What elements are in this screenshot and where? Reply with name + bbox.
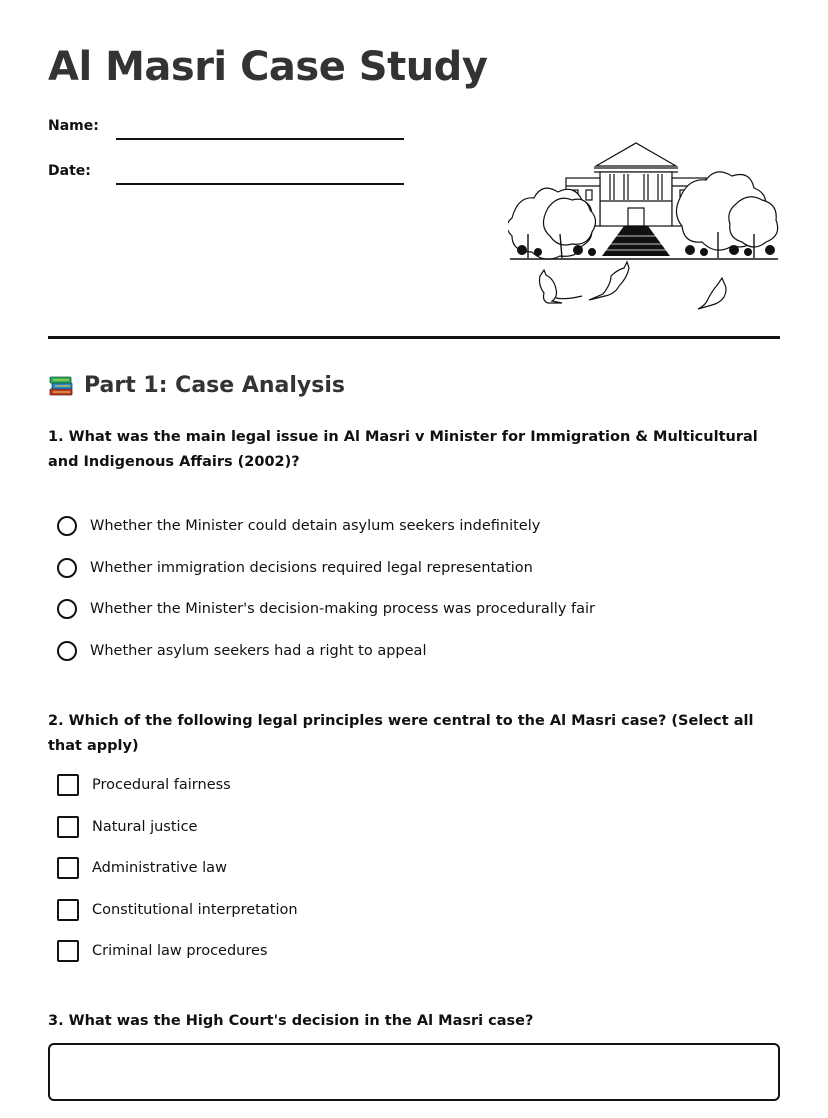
q2-option[interactable] — [57, 774, 231, 796]
radio-button[interactable] — [57, 558, 77, 578]
q2-option-label: Procedural fairness — [92, 777, 231, 793]
radio-button[interactable] — [57, 599, 77, 619]
question-1: 1. What was the main legal issue in Al Masri v Minister for Immigration & Multicultural and Indigenous Affairs (2002)? — [48, 429, 758, 470]
q2-option[interactable] — [57, 857, 227, 879]
q1-option[interactable] — [57, 516, 540, 536]
page-title: Al Masri Case Study — [48, 44, 488, 90]
books-icon — [48, 372, 74, 398]
name-field[interactable] — [116, 138, 404, 140]
q1-option-label: Whether the Minister could detain asylum seekers indefinitely — [90, 518, 541, 534]
part-1-heading-text: Part 1: Case Analysis — [84, 372, 345, 398]
q2-option-label: Administrative law — [92, 860, 227, 876]
name-label: Name: — [48, 118, 99, 134]
q1-option[interactable] — [57, 558, 533, 578]
q1-option[interactable] — [57, 641, 426, 661]
checkbox[interactable] — [57, 857, 79, 879]
radio-button[interactable] — [57, 516, 77, 536]
courthouse-illustration — [508, 138, 780, 310]
q2-option[interactable] — [57, 940, 268, 962]
q1-option[interactable] — [57, 599, 595, 619]
checkbox[interactable] — [57, 899, 79, 921]
checkbox[interactable] — [57, 774, 79, 796]
checkbox[interactable] — [57, 940, 79, 962]
q2-option[interactable] — [57, 899, 298, 921]
q2-option-label: Criminal law procedures — [92, 943, 268, 959]
q1-option-label: Whether the Minister's decision-making process was procedurally fair — [90, 601, 596, 617]
question-2: 2. Which of the following legal principles were central to the Al Masri case? (Select all that apply) — [48, 713, 754, 754]
radio-button[interactable] — [57, 641, 77, 661]
q2-option-label: Natural justice — [92, 819, 198, 835]
q1-option-label: Whether asylum seekers had a right to appeal — [90, 643, 427, 659]
date-label: Date: — [48, 163, 91, 179]
date-field[interactable] — [116, 183, 404, 185]
q2-option[interactable] — [57, 816, 197, 838]
q1-option-label: Whether immigration decisions required legal representation — [90, 560, 533, 576]
q2-option-label: Constitutional interpretation — [92, 902, 298, 918]
section-divider — [48, 336, 780, 339]
checkbox[interactable] — [57, 816, 79, 838]
q3-answer-field[interactable] — [48, 1043, 780, 1101]
question-3: 3. What was the High Court's decision in the Al Masri case? — [48, 1013, 534, 1029]
part-1-heading — [48, 372, 345, 398]
